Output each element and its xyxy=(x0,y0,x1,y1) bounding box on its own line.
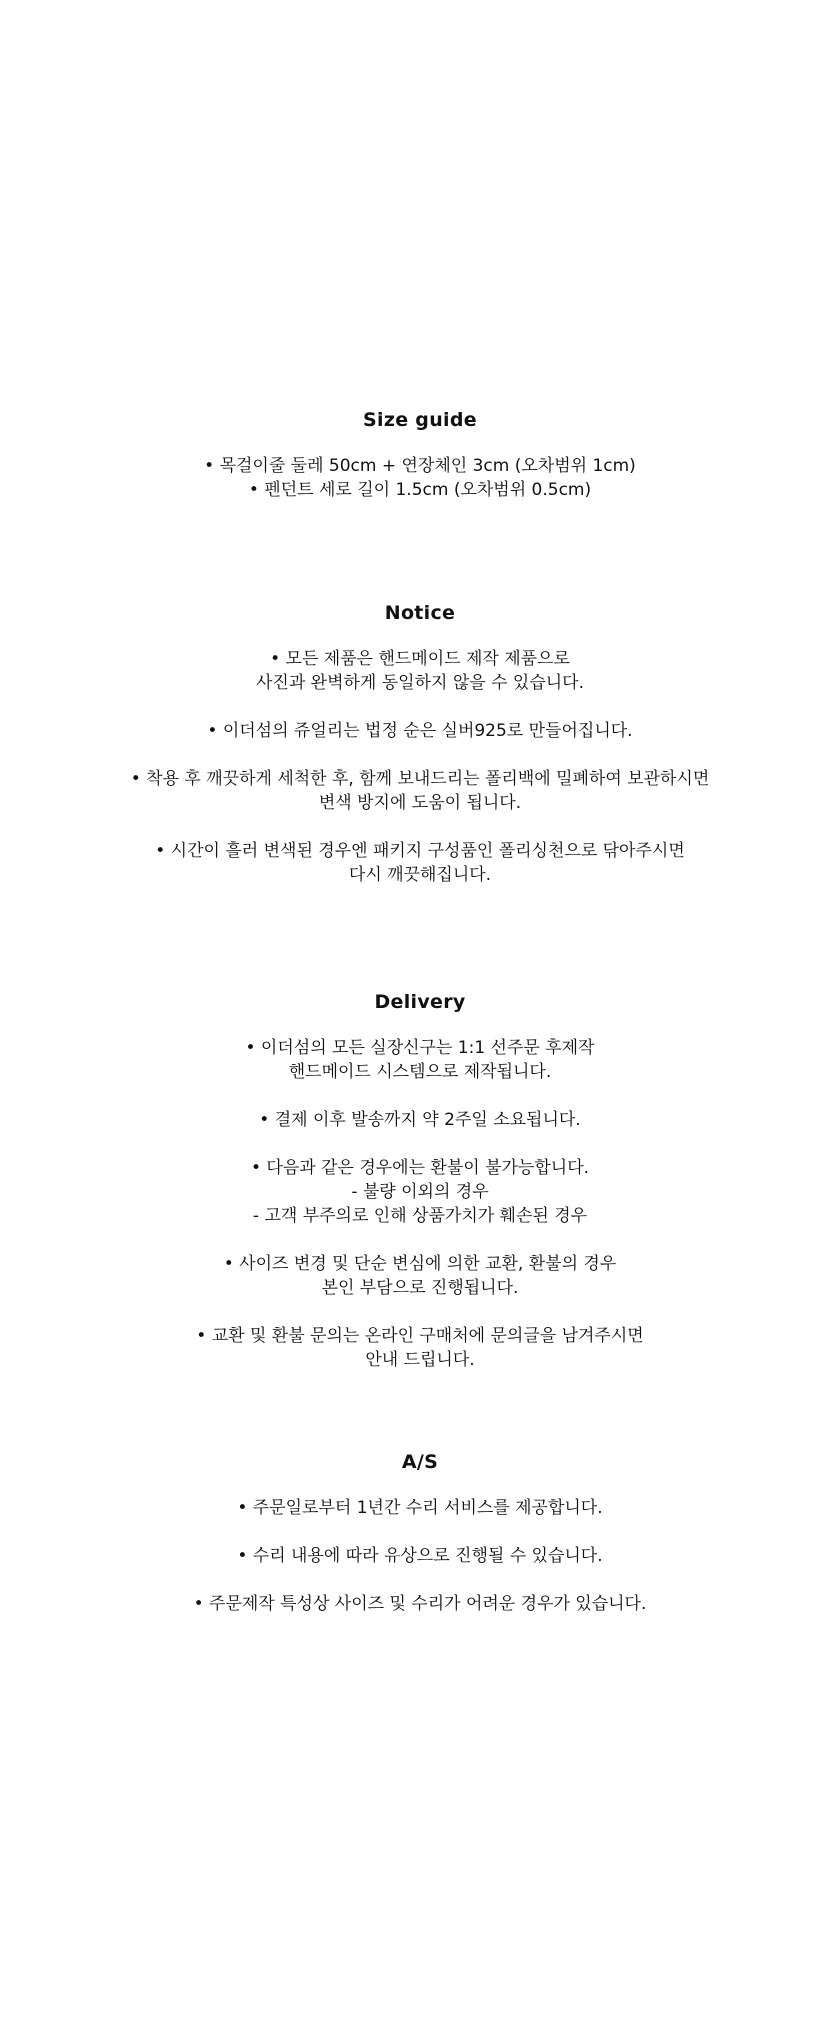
size-guide-text: • 펜던트 세로 길이 1.5cm (오차범위 0.5cm) xyxy=(248,480,592,500)
notice-item xyxy=(0,839,840,887)
notice-text: • 이더섬의 쥬얼리는 법정 순은 실버925로 만들어집니다. xyxy=(207,721,633,741)
notice-section xyxy=(0,601,840,887)
size-guide-list xyxy=(0,454,840,502)
as-item xyxy=(0,1592,840,1616)
delivery-heading: Delivery xyxy=(374,991,466,1013)
delivery-text: - 불량 이외의 경우 xyxy=(351,1182,489,1202)
notice-text: 사진과 완벽하게 동일하지 않을 수 있습니다. xyxy=(255,673,585,693)
delivery-text: 핸드메이드 시스템으로 제작됩니다. xyxy=(288,1062,552,1082)
as-text: • 주문일로부터 1년간 수리 서비스를 제공합니다. xyxy=(237,1498,603,1518)
as-list xyxy=(0,1496,840,1616)
delivery-text: • 다음과 같은 경우에는 환불이 불가능합니다. xyxy=(250,1158,590,1178)
size-guide-item xyxy=(0,478,840,502)
delivery-item xyxy=(0,1252,840,1300)
delivery-item xyxy=(0,1036,840,1084)
size-guide-heading: Size guide xyxy=(363,409,477,431)
delivery-list xyxy=(0,1036,840,1372)
delivery-item xyxy=(0,1108,840,1132)
notice-item xyxy=(0,767,840,815)
as-text: • 주문제작 특성상 사이즈 및 수리가 어려운 경우가 있습니다. xyxy=(193,1594,647,1614)
delivery-text: 본인 부담으로 진행됩니다. xyxy=(321,1278,519,1298)
as-item xyxy=(0,1496,840,1520)
notice-list xyxy=(0,647,840,887)
notice-text: • 착용 후 깨끗하게 세척한 후, 함께 보내드리는 폴리백에 밀폐하여 보관하시면 xyxy=(130,769,710,789)
delivery-text: • 결제 이후 발송까지 약 2주일 소요됩니다. xyxy=(259,1110,581,1130)
delivery-section xyxy=(0,990,840,1372)
delivery-text: 안내 드립니다. xyxy=(365,1350,475,1370)
notice-text: • 모든 제품은 핸드메이드 제작 제품으로 xyxy=(270,649,570,669)
as-item xyxy=(0,1544,840,1568)
delivery-text: - 고객 부주의로 인해 상품가치가 훼손된 경우 xyxy=(252,1206,588,1226)
delivery-item xyxy=(0,1324,840,1372)
as-heading: A/S xyxy=(401,1451,439,1473)
as-section xyxy=(0,1450,840,1616)
as-text: • 수리 내용에 따라 유상으로 진행될 수 있습니다. xyxy=(237,1546,603,1566)
size-guide-section xyxy=(0,408,840,502)
size-guide-text: • 목걸이줄 둘레 50cm + 연장체인 3cm (오차범위 1cm) xyxy=(204,456,636,476)
size-guide-item xyxy=(0,454,840,478)
notice-item xyxy=(0,719,840,743)
notice-text: 다시 깨끗해집니다. xyxy=(348,865,492,885)
notice-text: 변색 방지에 도움이 됩니다. xyxy=(318,793,522,813)
notice-item xyxy=(0,647,840,695)
delivery-text: • 이더섬의 모든 실장신구는 1:1 선주문 후제작 xyxy=(245,1038,595,1058)
notice-heading: Notice xyxy=(384,602,456,624)
delivery-text: • 사이즈 변경 및 단순 변심에 의한 교환, 환불의 경우 xyxy=(223,1254,617,1274)
delivery-item xyxy=(0,1156,840,1228)
notice-text: • 시간이 흘러 변색된 경우엔 패키지 구성품인 폴리싱천으로 닦아주시면 xyxy=(155,841,685,861)
delivery-text: • 교환 및 환불 문의는 온라인 구매처에 문의글을 남겨주시면 xyxy=(196,1326,644,1346)
